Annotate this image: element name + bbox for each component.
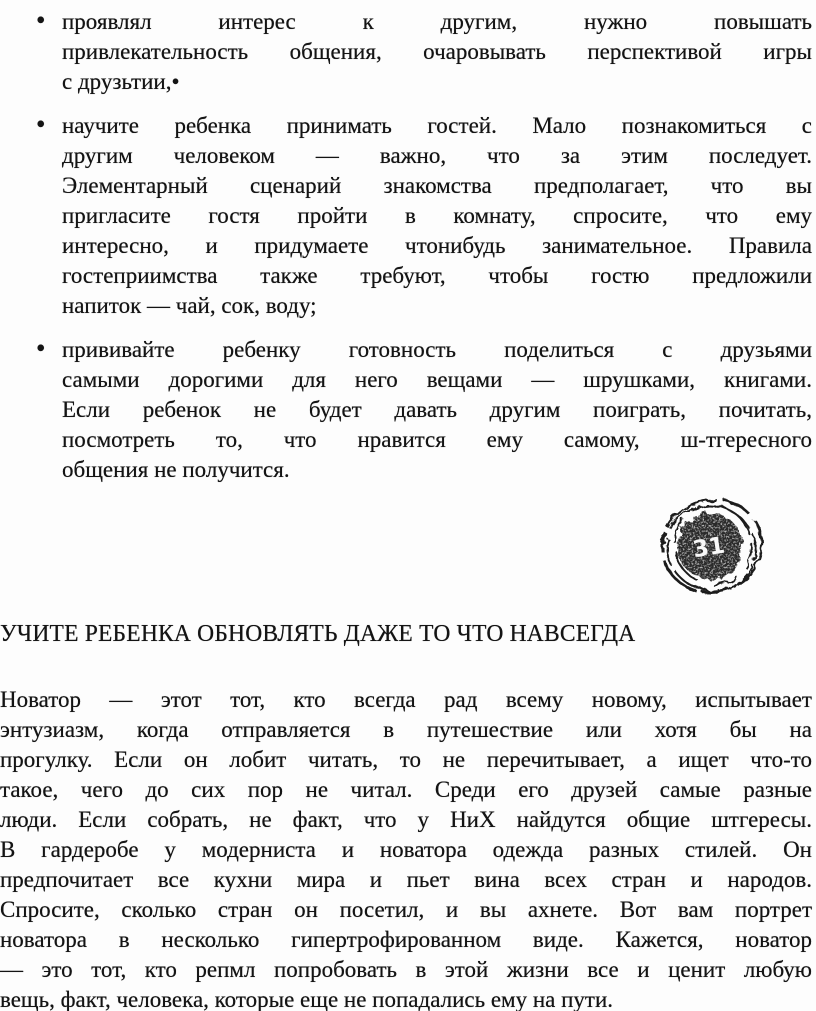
text-line: предпочитает все кухни мира и пьет вина всех стран и народов. — [0, 867, 812, 892]
text-line: люди. Если собрать, не факт, что у НиХ найдутся общие штгересы. — [0, 807, 812, 832]
bullet-icon: • — [36, 109, 46, 139]
text-line: интересно, и придумаете чтонибудь занимательное. Правила — [62, 233, 812, 258]
bullet-icon: • — [36, 5, 46, 35]
text-line: прогулку. Если он лобит читать, то не перечитывает, а ищет что-то — [0, 747, 812, 772]
text-line: — это тот, кто репмл попробовать в этой жизни все и ценит любую — [0, 957, 812, 982]
text-line: энтузиазм, когда отправляется в путешествие или хотя бы на — [0, 717, 812, 742]
text-line: другим человеком — важно, что за этим последует. — [62, 143, 812, 168]
text-line: пригласите гостя пройти в комнату, спросите, что ему — [62, 203, 812, 228]
text-line: привлекательность общения, очаровывать перспективой игры — [62, 39, 812, 64]
text-line: В гардеробе у модерниста и новатора одежда разных стилей. Он — [0, 837, 812, 862]
text-line: научите ребенка принимать гостей. Мало познакомиться с — [62, 113, 812, 138]
text-line: вещь, факт, человека, которые еще не попадались ему на пути. — [0, 987, 614, 1011]
text-line: самыми дорогими для него вещами — шрушками, книгами. — [62, 367, 812, 392]
text-line: посмотреть то, что нравится ему самому, ш-тгересного — [62, 427, 812, 452]
text-line: с друзьтии,• — [62, 69, 180, 94]
list-item — [0, 335, 812, 485]
text-line: гостеприимства также требуют, чтобы гостю предложили — [62, 263, 812, 288]
page-number: 31 — [690, 532, 727, 564]
list-item — [0, 111, 812, 321]
text-line: Новатор — этот тот, кто всегда рад всему новому, испытывает — [0, 687, 812, 712]
list-item — [0, 7, 812, 97]
text-line: Элементарный сценарий знакомства предполагает, что вы — [62, 173, 812, 198]
text-line: прививайте ребенку готовность поделиться с друзьями — [62, 337, 812, 362]
text-line: Спросите, сколько стран он посетил, и вы ахнете. Вот вам портрет — [0, 897, 812, 922]
text-line: новатора в несколько гипертрофированном виде. Кажется, новатор — [0, 927, 812, 952]
text-line: Если ребенок не будет давать другим поиграть, почитать, — [62, 397, 812, 422]
bullet-list — [0, 7, 812, 485]
page-number-row — [0, 493, 812, 597]
bullet-icon: • — [36, 333, 46, 363]
page-number-stamp-icon — [652, 489, 772, 607]
text-line: проявлял интерес к другим, нужно повышать — [62, 9, 812, 34]
section-heading: УЧИТЕ РЕБЕНКА ОБНОВЛЯТЬ ДАЖЕ ТО ЧТО НАВСЕГДА — [0, 621, 636, 647]
text-line: такое, чего до сих пор не читал. Среди его друзей самые разные — [0, 777, 812, 802]
text-line: общения не получится. — [62, 457, 290, 482]
body-paragraph — [0, 685, 812, 1011]
text-line: напиток — чай, сок, воду; — [62, 293, 317, 318]
